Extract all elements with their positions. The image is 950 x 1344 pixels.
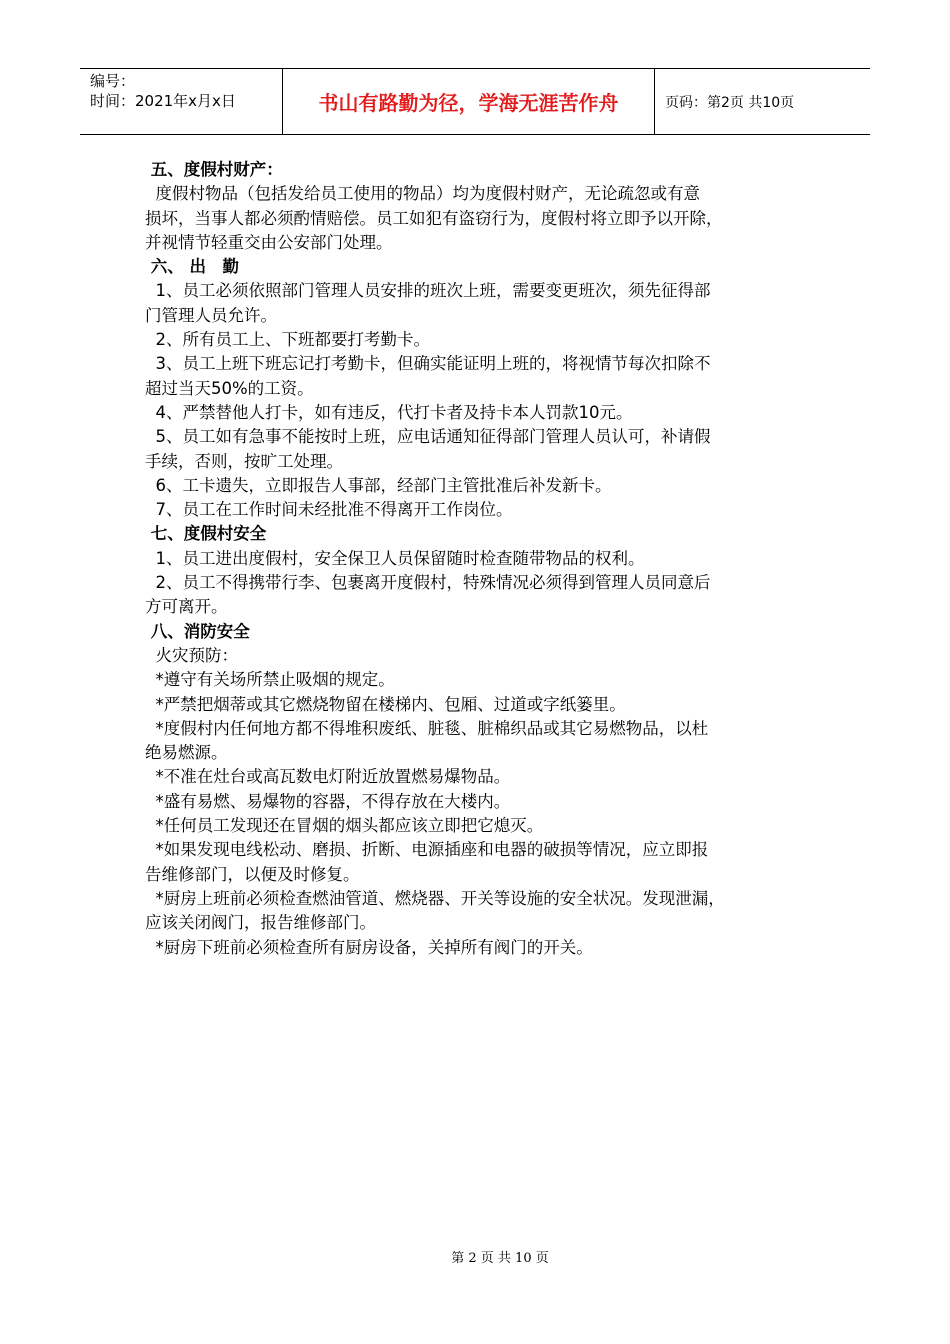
section-heading: 八、消防安全 — [145, 621, 250, 641]
section-heading: 七、度假村安全 — [145, 524, 267, 544]
body-text-line: 应该关闭阀门，报告维修部门。 — [145, 913, 376, 933]
body-text-line: *厨房上班前必须检查燃油管道、燃烧器、开关等设施的安全状况。发现泄漏， — [145, 888, 725, 908]
body-text-line: 告维修部门，以便及时修复。 — [145, 864, 360, 884]
body-text-line: 6、工卡遗失，立即报告人事部，经部门主管批准后补发新卡。 — [145, 475, 612, 495]
body-text-line: 并视情节轻重交由公安部门处理。 — [145, 232, 393, 252]
body-text-line: 手续，否则，按旷工处理。 — [145, 451, 343, 471]
body-text-line: 超过当天50%的工资。 — [145, 378, 314, 398]
body-text-line: 7、员工在工作时间未经批准不得离开工作岗位。 — [145, 500, 513, 520]
body-text-line: 2、员工不得携带行李、包裹离开度假村，特殊情况必须得到管理人员同意后 — [145, 573, 711, 593]
section-heading: 六、 出 勤 — [145, 257, 239, 277]
body-text-line: *任何员工发现还在冒烟的烟头都应该立即把它熄灭。 — [145, 816, 544, 836]
body-text-line: *度假村内任何地方都不得堆积废纸、脏毯、脏棉织品或其它易燃物品，以杜 — [145, 718, 709, 738]
body-text-line: *厨房下班前必须检查所有厨房设备，关掉所有阀门的开关。 — [145, 937, 593, 957]
body-text-line: 1、员工必须依照部门管理人员安排的班次上班，需要变更班次，须先征得部 — [145, 281, 711, 301]
document-number-label: 编号： — [90, 72, 136, 90]
header-motto: 书山有路勤为径，学海无涯苦作舟 — [283, 69, 655, 134]
body-text-line: *盛有易燃、易爆物的容器，不得存放在大楼内。 — [145, 791, 511, 811]
body-text-line: 方可离开。 — [145, 597, 228, 617]
document-body — [145, 158, 810, 960]
document-date: 时间：2021年x月x日 — [90, 92, 236, 110]
body-text-line: 度假村物品（包括发给员工使用的物品）均为度假村财产，无论疏忽或有意 — [145, 184, 700, 204]
body-text-line: 2、所有员工上、下班都要打考勤卡。 — [145, 330, 430, 350]
body-text-line: *遵守有关场所禁止吸烟的规定。 — [145, 670, 395, 690]
body-text-line: *如果发现电线松动、磨损、折断、电源插座和电器的破损等情况，应立即报 — [145, 840, 709, 860]
header-meta — [80, 69, 283, 134]
body-text-line: 火灾预防： — [145, 645, 238, 665]
body-text-line: *不准在灶台或高瓦数电灯附近放置燃易爆物品。 — [145, 767, 511, 787]
body-text-line: 5、员工如有急事不能按时上班，应电话通知征得部门管理人员认可，补请假 — [145, 427, 711, 447]
body-text-line: 3、员工上班下班忘记打考勤卡，但确实能证明上班的，将视情节每次扣除不 — [145, 354, 711, 374]
header-page-info: 页码：第2页 共10页 — [665, 94, 795, 111]
body-text-line: 4、严禁替他人打卡，如有违反，代打卡者及持卡本人罚款10元。 — [145, 402, 633, 422]
body-text-line: 门管理人员允许。 — [145, 305, 277, 325]
page-footer: 第 2 页 共 10 页 — [451, 1251, 549, 1266]
body-text-line: 绝易燃源。 — [145, 743, 228, 763]
body-text-line: 损坏，当事人都必须酌情赔偿。员工如犯有盗窃行为，度假村将立即予以开除， — [145, 208, 723, 228]
body-text-line: *严禁把烟蒂或其它燃烧物留在楼梯内、包厢、过道或字纸篓里。 — [145, 694, 626, 714]
body-text-line: 1、员工进出度假村，安全保卫人员保留随时检查随带物品的权利。 — [145, 548, 645, 568]
page-header — [80, 68, 870, 135]
section-heading: 五、度假村财产： — [145, 160, 283, 179]
